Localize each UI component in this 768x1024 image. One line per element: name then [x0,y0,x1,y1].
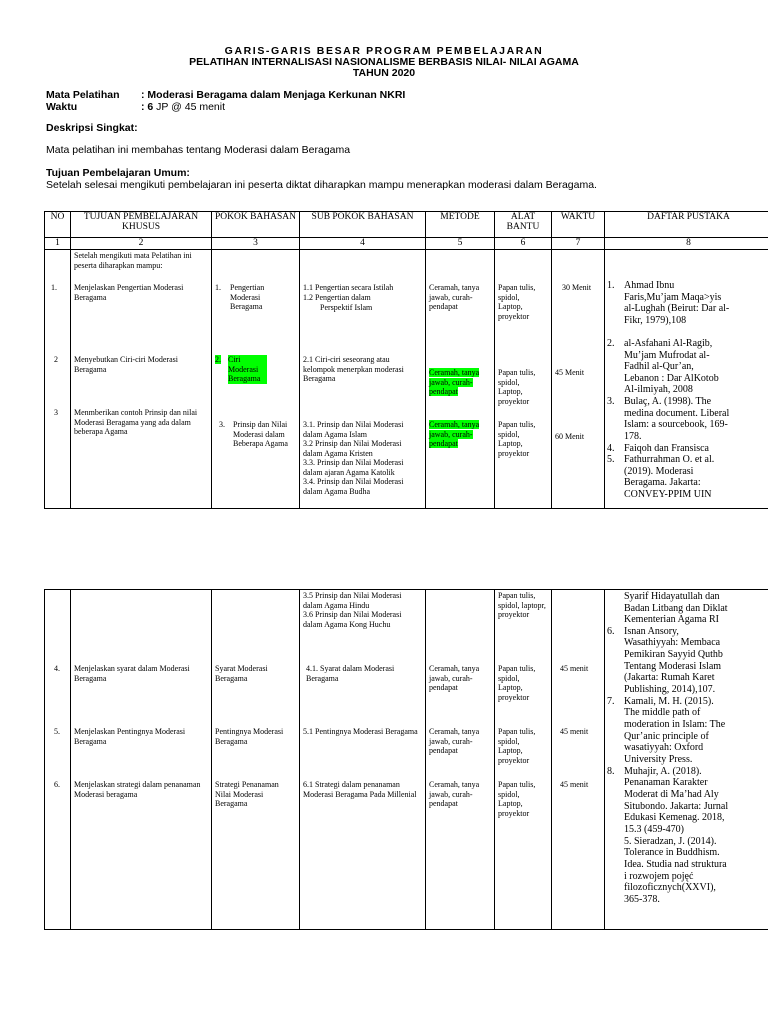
tujuan-text: Menyebutkan Ciri-ciri Moderasi Beragama [74,355,178,374]
alat-text: Papan tulis, spidol, Laptop, proyektor [498,780,536,818]
header-sub-pokok: SUB POKOK BAHASAN [300,212,426,238]
sub-text: 3.2 Prinsip dan Nilai Moderasi dalam Agama Kristen [303,439,402,458]
alat-text: Papan tulis, spidol, Laptop, proyektor [498,664,536,702]
sub-text: 3.5 Prinsip dan Nilai Moderasi dalam Agama Hindu [303,591,402,610]
sub-text: 1.1 Pengertian secara Istilah [303,283,394,292]
metode-text: Ceramah, tanya jawab, curah-pendapat [429,283,480,312]
header-waktu: WAKTU [552,212,605,238]
header-no: NO [45,212,71,238]
gbpp-table-page2 [44,589,768,930]
pustaka-list [605,280,768,501]
highlight-mark: 2. Ciri Moderasi Beragama [215,355,287,375]
waktu-text: 45 menit [560,780,589,789]
list-item: 3. Bulaç, A. (1998). The medina document. Liberal Islam: a sourcebook, 169- 178. [607,396,730,442]
list-item: 8. Muhajir, A. (2018). Penanaman Karakter Moderat di Ma’had Aly Situbondo. Jakarta: Jurnal Edukasi Kemenag. 2018, 15.3 (459-470) [607,765,729,835]
row-no: 1. [51,283,57,292]
row-no: 2 [54,355,58,364]
pokok-text: Syarat Moderasi Beragama [215,664,268,683]
alat-cell [495,590,552,930]
waktu-value: : 6 JP @ 45 menit [141,101,226,113]
waktu-text: 60 Menit [555,432,585,441]
list-item: 6. Isnan Ansory, Wasathiyyah: Membaca Pemikiran Sayyid Quthb Tentang Moderasi Islam (Jakarta: Rumah Karet Publishing, 2014),107. [607,625,723,695]
table-row [45,250,768,509]
no-cell [45,590,71,930]
tujuan-text: Menjelaskan strategi dalam penanaman Moderasi beragama [74,780,201,799]
alat-text: Papan tulis, spidol, Laptop, proyektor [498,283,536,321]
metode-cell [426,250,495,509]
waktu-text: 30 Menit [562,283,592,292]
col-number: 7 [552,238,605,250]
sub-text: 2.1 Ciri-ciri seseorang atau kelompok menerpkan moderasi Beragama [303,355,404,384]
waktu-cell [552,250,605,509]
header-tujuan: TUJUAN PEMBELAJARAN KHUSUS [71,212,212,238]
col-number: 4 [300,238,426,250]
pokok-text: Strategi Penanaman Nilai Moderasi Beragama [215,780,279,809]
list-item: 7. Kamali, M. H. (2015). The middle path of moderation in Islam: The Qur’anic principle of wasatiyyah: Oxford University Press. [607,695,726,765]
alat-text: Papan tulis, spidol, Laptop, proyektor [498,727,536,765]
list-item: 2. al-Asfahani Al-Ragib, Mu’jam Mufrodat al- Fadhil al-Qur’an, Lebanon : Dar AlKotob Al-ilmiyah, 2008 [607,338,719,396]
waktu-cell [552,590,605,930]
alat-cell [495,250,552,509]
gbpp-table-page1 [44,211,768,509]
sub-text: 6.1 Strategi dalam penanaman Moderasi Beragama Pada Millenial [303,780,417,799]
sub-text: 4.1. Syarat dalam Moderasi Beragama [306,664,395,683]
no-cell [45,250,71,509]
col-number: 2 [71,238,212,250]
program-title: GARIS-GARIS BESAR PROGRAM PEMBELAJARAN [224,45,544,57]
list-item: 4. Faiqoh dan Fransisca [607,442,709,454]
sub-text: 3.4. Prinsip dan Nilai Moderasi dalam Agama Budha [303,477,404,496]
sub-text: 1.2 Pengertian dalam [303,293,371,302]
tujuan-text: Menjelaskan syarat dalam Moderasi Beragama [74,664,190,683]
sub-text: 3.6 Prinsip dan Nilai Moderasi dalam Agama Kong Huchu [303,610,402,629]
tujuan-text: Menjelaskan Pengertian Moderasi Beragama [74,283,184,302]
program-year: TAHUN 2020 [352,67,416,79]
waktu-text: 45 menit [560,664,589,673]
col-number: 6 [495,238,552,250]
tujuan-cell [71,250,212,509]
pokok-num: 3. [219,420,225,429]
mata-pelatihan-value: : Moderasi Beragama dalam Menjaga Kerkunan NKRI [141,89,406,101]
deskripsi-label: Deskripsi Singkat: [46,122,138,134]
program-subtitle: PELATIHAN INTERNALISASI NASIONALISME BERBASIS NILAI- NILAI AGAMA [189,56,579,68]
header-alat: ALAT BANTU [495,212,552,238]
alat-text: Papan tulis, spidol, Laptop, proyektor [498,420,536,458]
metode-cell [426,590,495,930]
list-item: 1. Ahmad Ibnu Faris,Mu’jam Maqa>yis al-Lughah (Beirut: Dar al- Fikr, 1979),108 [607,280,730,326]
table-row [45,590,768,930]
waktu-text: 45 Menit [555,368,585,377]
deskripsi-text: Mata pelatihan ini membahas tentang Moderasi dalam Beragama [46,144,351,156]
header-pokok: POKOK BAHASAN [212,212,300,238]
intro-text: Setelah mengikuti mata Pelatihan ini peserta diharapkan mampu: [74,251,192,270]
row-no: 5. [54,727,60,736]
row-no: 4. [54,664,60,673]
pustaka-cell [605,250,768,509]
sub-pokok-cell [300,590,426,930]
sub-text: 3.1. Prinsip dan Nilai Moderasi dalam Agama Islam [303,420,404,439]
row-no: 3 [54,408,58,417]
pokok-cell [212,250,300,509]
mata-pelatihan-label: Mata Pelatihan [46,89,120,101]
tujuan-umum-text: Setelah selesai mengikuti pembelajaran ini peserta diktat diharapkan mampu menerapkan moderasi dalam Beragama. [46,179,597,191]
waktu-label: Waktu [46,101,78,113]
tujuan-umum-label: Tujuan Pembelajaran Umum: [46,167,190,179]
sub-text: 3.3. Prinsip dan Nilai Moderasi dalam ajaran Agama Katolik [303,458,404,477]
pokok-num: 1. [215,283,221,292]
list-item: 5. Sieradzan, J. (2014). Tolerance in Buddhism. Idea. Studia nad struktura i rozwojem pojęć filozoficznych(XXVI), 365-378. [624,835,727,905]
tujuan-text: Menmberikan contoh Prinsip dan nilai Moderasi Beragama yang ada dalam beberapa Agama [74,408,198,437]
list-item: 5. Fathurrahman O. et al. (2019). Moderasi Beragama. Jakarta: CONVEY-PPIM UIN [607,454,715,500]
list-item: Syarif Hidayatullah dan Badan Litbang dan Diklat Kementerian Agama RI [624,591,728,626]
metode-text: Ceramah, tanya jawab, curah-pendapat [429,664,480,693]
tujuan-cell [71,590,212,930]
row-no: 6. [54,780,60,789]
col-number: 8 [605,238,768,250]
metode-text: Ceramah, tanya jawab, curah-pendapat [429,420,480,449]
metode-text: Ceramah, tanya jawab, curah-pendapat [429,727,480,756]
col-number: 1 [45,238,71,250]
alat-text: Papan tulis, spidol, Laptop, proyektor [498,368,536,406]
col-number: 3 [212,238,300,250]
sub-text: 5.1 Pentingnya Moderasi Beragama [303,727,418,736]
pokok-text: Prinsip dan Nilai Moderasi dalam Beberapa Agama [233,420,288,449]
sub-pokok-cell [300,250,426,509]
pokok-text: Pentingnya Moderasi Beragama [215,727,284,746]
pokok-cell [212,590,300,930]
waktu-text: 45 menit [560,727,589,736]
pokok-text: Pengertian Moderasi Beragama [230,283,265,312]
col-number: 5 [426,238,495,250]
pustaka-list [605,591,768,905]
metode-text: Ceramah, tanya jawab, curah-pendapat [429,780,480,809]
header-pustaka: DAFTAR PUSTAKA [605,212,768,238]
pustaka-cell [605,590,768,930]
metode-text: Ceramah, tanya jawab, curah-pendapat [429,368,480,397]
sub-text: Perspektif Islam [320,303,373,312]
header-metode: METODE [426,212,495,238]
alat-text: Papan tulis, spidol, laptopr, proyektor [498,591,546,620]
tujuan-text: Menjelaskan Pentingnya Moderasi Beragama [74,727,186,746]
